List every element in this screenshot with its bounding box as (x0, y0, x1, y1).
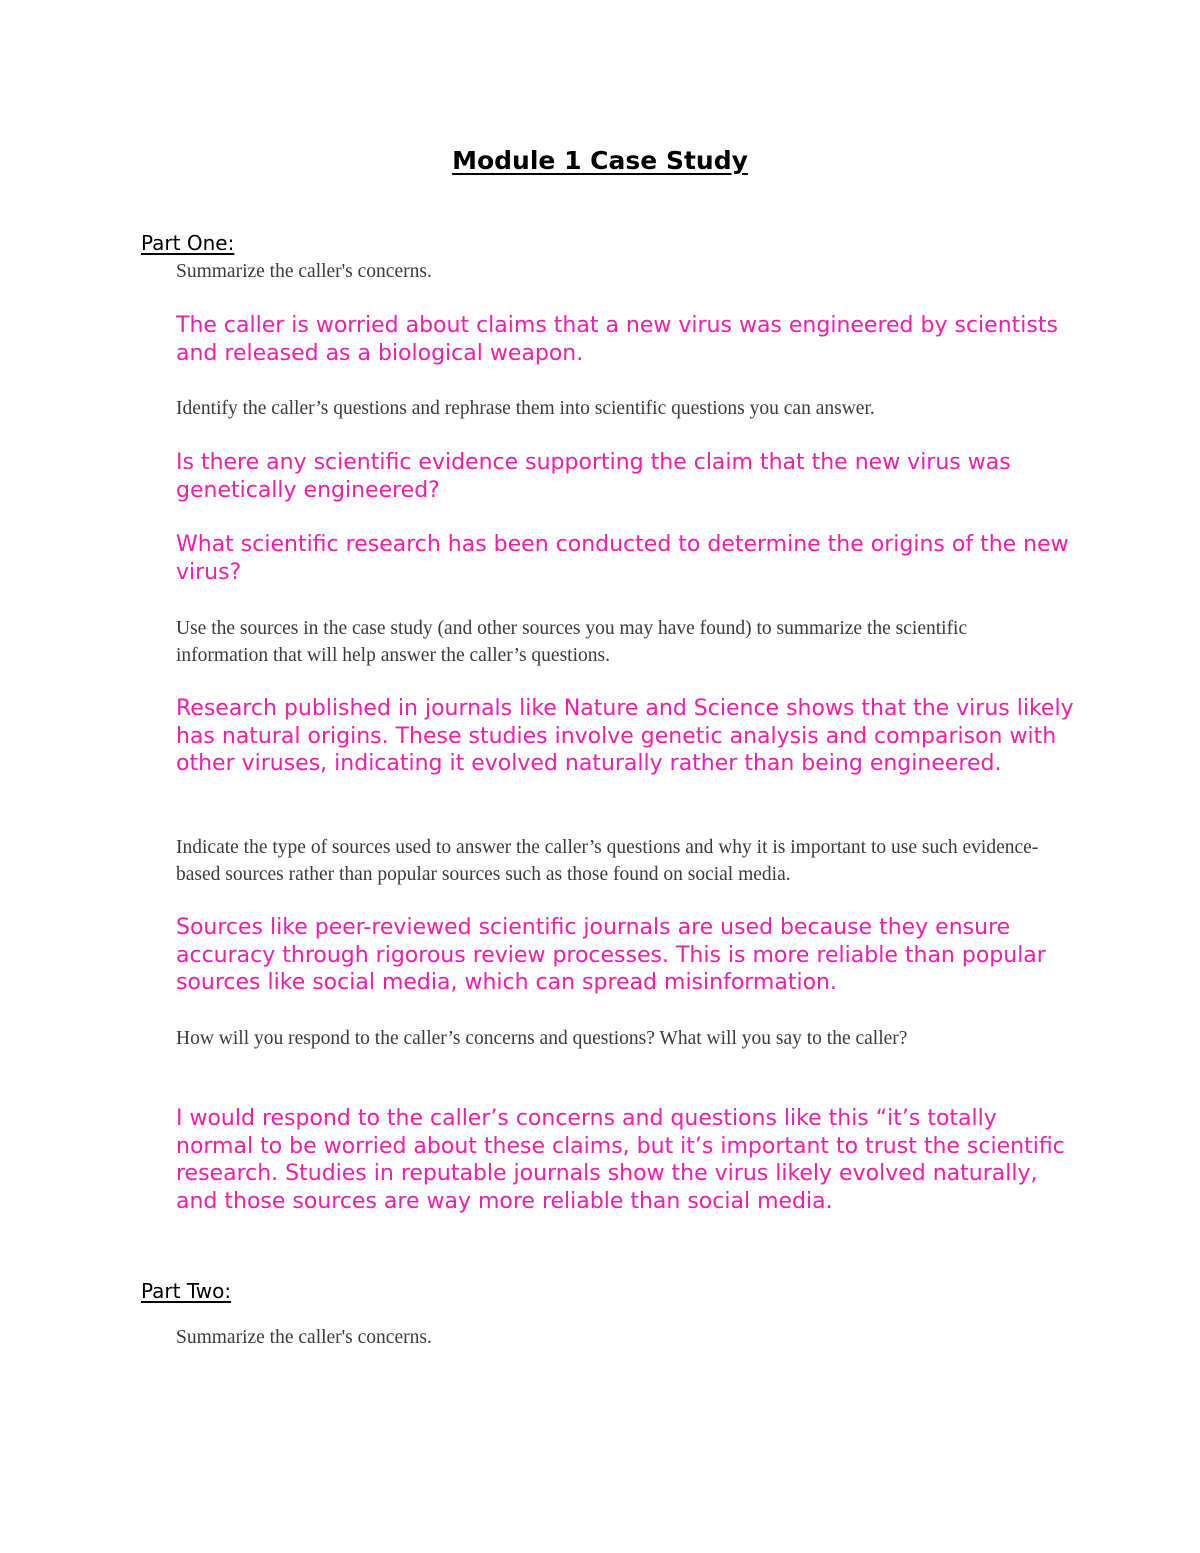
document-title: Module 1 Case Study (452, 146, 748, 175)
answer-question-origins: What scientific research has been conducted to determine the origins of the new virus? (176, 532, 1069, 585)
prompt-source-types: Indicate the type of sources used to answer the caller’s questions and why it is important to use such evidence-based sources rather than popular sources such as those found on social media. (176, 837, 1039, 885)
prompt-respond-to-caller: How will you respond to the caller’s concerns and questions? What will you say to the caller? (176, 1028, 908, 1049)
answer-scientific-information: Research published in journals like Nature and Science shows that the virus likely has natural origins. These studies involve genetic analysis and comparison with other viruses, indicating it evolved naturally rather than being engineered. (176, 696, 1074, 776)
prompt-part-two-summarize: Summarize the caller's concerns. (176, 1327, 432, 1348)
answer-respond-to-caller: I would respond to the caller’s concerns and questions like this “it’s totally normal to be worried about these claims, but it’s important to trust the scientific research. Studies in reputable journals show the virus likely evolved naturally, and those sources are way more reliable than social media. (176, 1106, 1065, 1214)
part-two-heading: Part Two: (141, 1279, 232, 1303)
answer-source-types: Sources like peer-reviewed scientific journals are used because they ensure accuracy through rigorous review processes. This is more reliable than popular sources like social media, which can spread misinformation. (176, 915, 1046, 995)
prompt-use-sources: Use the sources in the case study (and other sources you may have found) to summarize the scientific information that will help answer the caller’s questions. (176, 618, 968, 666)
prompt-summarize-concerns: Summarize the caller's concerns. (176, 261, 432, 282)
part-one-heading: Part One: (141, 231, 235, 255)
prompt-identify-questions: Identify the caller’s questions and rephrase them into scientific questions you can answer. (176, 398, 875, 419)
answer-summarize-concerns: The caller is worried about claims that a new virus was engineered by scientists and released as a biological weapon. (176, 313, 1058, 366)
answer-question-engineered: Is there any scientific evidence supporting the claim that the new virus was genetically engineered? (176, 450, 1011, 503)
